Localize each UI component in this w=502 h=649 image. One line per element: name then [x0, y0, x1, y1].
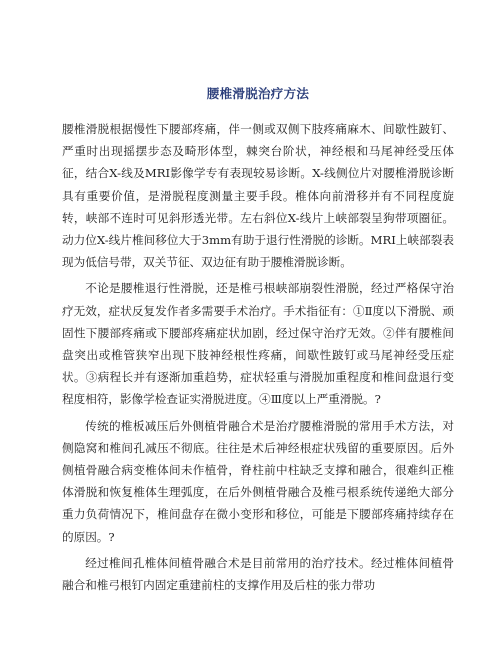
paragraph-interbody-fusion: 经过椎间孔椎体间植骨融合术是目前常用的治疗技术。经过椎体间植骨融合和椎弓根钉内固定重建前柱的支撑作用及后柱的张力带功	[62, 555, 454, 593]
paragraph-diagnosis: 腰椎滑脱根据慢性下腰部疼痛，伴一侧或双侧下肢疼痛麻木、间歇性跛钉、严重时出现摇摆步态及畸形体型，棘突台阶状，神经根和马尾神经受压体征，结合X-线及MRI影像学专有表现较易诊断。X-线侧位片对腰椎滑脱诊断具有重要价值，是滑脱程度测量主要手段。椎体向前滑移并有不同程度旋转，峡部不连时可见斜形透光带。左右斜位X-线片上峡部裂呈狗带项圈征。动力位X-线片椎间移位大于3mm有助于退行性滑脱的诊断。MRI上峡部裂表现为低信号带，双关节征、双边征有助于腰椎滑脱诊断。	[62, 122, 454, 270]
paragraph-surgery-indications: 不论是腰椎退行性滑脱，还是椎弓根峡部崩裂性滑脱，经过严格保守治疗无效，症状反复发作者多需要手术治疗。手术指征有：①Ⅱ度以下滑脱、顽固性下腰部疼痛或下腰部疼痛症状加剧，经过保守治疗无效。②伴有腰椎间盘突出或椎管狭窄出现下肢神经根性疼痛，间歇性跛钉或马尾神经受压症状。③病程长并有逐渐加重趋势，症状轻重与滑脱加重程度和椎间盘退行变程度相符，影像学检查证实滑脱进度。④Ⅲ度以上严重滑脱。?	[62, 281, 454, 407]
paragraph-traditional-surgery: 传统的椎板减压后外侧植骨融合术是治疗腰椎滑脱的常用手术方法，对侧隐窝和椎间孔减压不彻底。往往是术后神经根症状残留的重要原因。后外侧植骨融合病变椎体间未作植骨，脊柱前中柱缺乏支撑和融合，很难纠正椎体滑脱和恢复椎体生理弧度，在后外侧植骨融合及椎弓根系统传递绝大部分重力负荷情况下，椎间盘存在微小变形和移位，可能是下腰部疼痛持续存在的原因。?	[62, 418, 454, 544]
document-title: 腰椎滑脱治疗方法	[206, 86, 310, 101]
